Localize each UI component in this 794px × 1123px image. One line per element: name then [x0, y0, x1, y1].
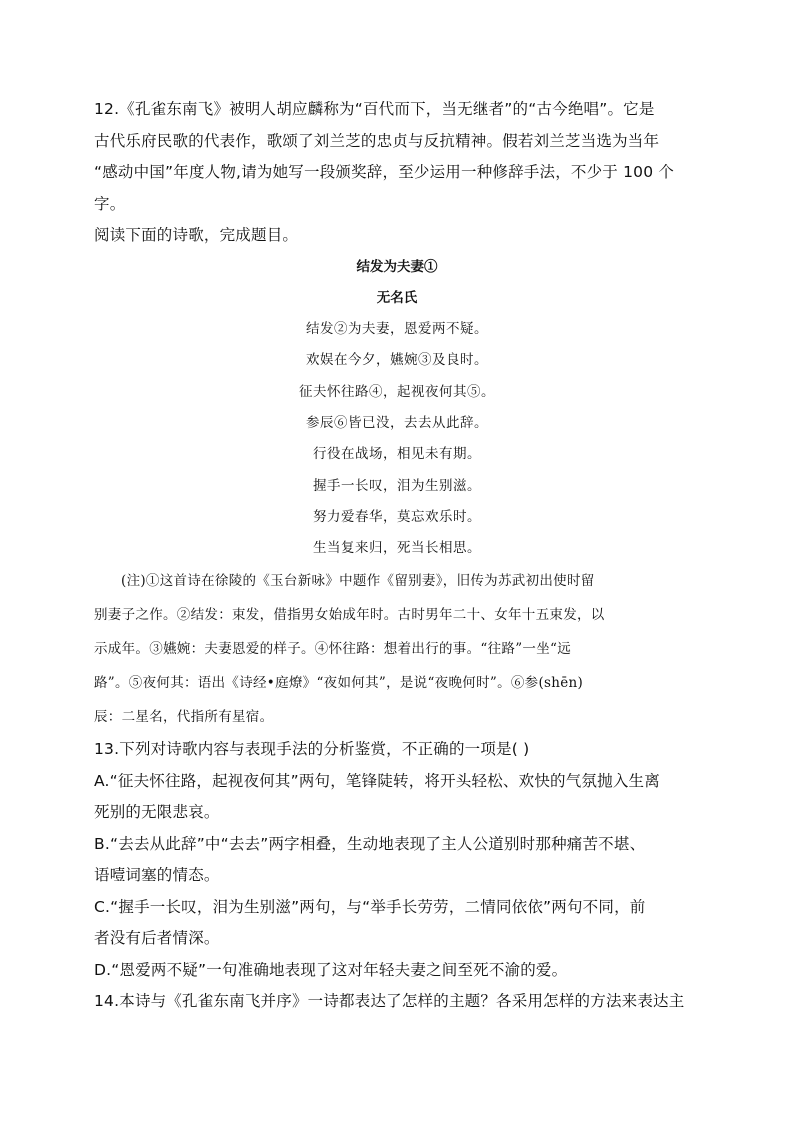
option-c-cont: 者没有后者情深。: [94, 929, 220, 948]
poem-notes: [94, 564, 700, 734]
question-12-line: 12.《孔雀东南飞》被明人胡应麟称为“百代而下，当无继者”的“古今绝唱”。它是: [94, 100, 655, 118]
option-a: A.“征夫怀往路，起视夜何其”两句，笔锋陡转，将开头轻松、欢快的气氛抛入生离: [94, 771, 660, 790]
poem-title: 结发为夫妻①: [356, 258, 438, 275]
question-12-line: 字。: [94, 194, 126, 213]
option-d: D.“恩爱两不疑”一句准确地表现了这对年轻夫妻之间至死不渝的爱。: [94, 960, 568, 979]
option-c: C.“握手一长叹，泪为生别滋”两句，与“举手长劳劳，二情同依依”两句不同，前: [94, 897, 646, 916]
poem-line: 生当复来归，死当长相思。: [313, 540, 481, 557]
question-12-line: 古代乐府民歌的代表作，歌颂了刘兰芝的忠贞与反抗精神。假若刘兰芝当选为当年: [94, 131, 660, 150]
question-13-stem: 13.下列对诗歌内容与表现手法的分析鉴赏，不正确的一项是( ): [94, 740, 530, 759]
poem-line: 努力爱春华，莫忘欢乐时。: [313, 508, 481, 525]
note-line: 路”。⑤夜何其：语出《诗经•庭燎》“夜如何其”，是说“夜晚何时”。⑥参(shēn): [94, 675, 584, 692]
question-14: [94, 986, 700, 1018]
poem-line: 握手一长叹，泪为生别滋。: [313, 477, 481, 494]
note-line: 别妻子之作。②结发：束发，借指男女始成年时。古时男年二十、女年十五束发，以: [94, 607, 605, 624]
question-14-line: 14.本诗与《孔雀东南飞并序》一诗都表达了怎样的主题？各采用怎样的方法来表达主: [94, 992, 685, 1011]
question-13: [94, 734, 700, 986]
option-a-cont: 死别的无限悲哀。: [94, 803, 220, 822]
poem: [94, 252, 700, 565]
question-12: [94, 94, 700, 220]
question-12-line: “感动中国”年度人物,请为她写一段颁奖辞，至少运用一种修辞手法，不少于 100 个: [94, 163, 675, 181]
poem-line: 参辰⑥皆已没，去去从此辞。: [306, 414, 488, 431]
poem-line: 结发②为夫妻，恩爱两不疑。: [306, 321, 488, 338]
poem-author: 无名氏: [376, 289, 418, 306]
poem-line: 欢娱在今夕，嬿婉③及良时。: [306, 352, 488, 369]
poem-line: 征夫怀往路④，起视夜何其⑤。: [299, 383, 495, 400]
option-b: B.“去去从此辞”中“去去”两字相叠，生动地表现了主人公道别时那种痛苦不堪、: [94, 834, 646, 853]
note-line: (注)①这首诗在徐陵的《玉台新咏》中题作《留别妻》，旧传为苏武初出使时留: [121, 573, 595, 590]
poem-line: 行役在战场，相见未有期。: [313, 446, 481, 463]
note-line: 示成年。③嬿婉：夫妻恩爱的样子。④怀往路：想着出行的事。“往路”一坐“远: [94, 641, 572, 658]
option-b-cont: 语噎词塞的情态。: [94, 866, 220, 885]
note-line: 辰：二星名，代指所有星宿。: [94, 709, 274, 726]
reading-instruction: 阅读下面的诗歌，完成题目。: [94, 226, 299, 244]
